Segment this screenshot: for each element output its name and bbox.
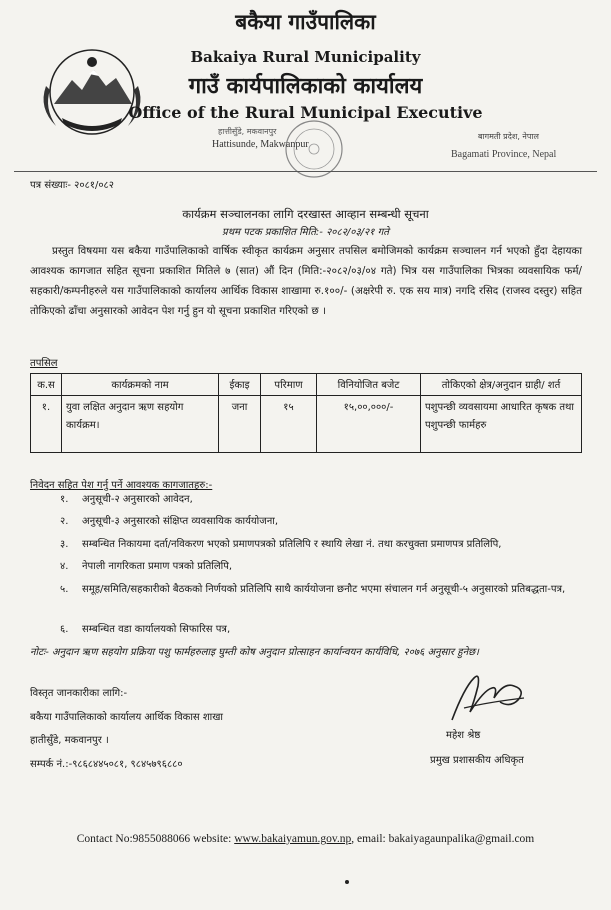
list-item-text: अनुसूची-३ अनुसारको संक्षिप्त व्यवसायिक कार्ययोजना,: [82, 516, 279, 527]
letter-number: पत्र संख्याः- २०८१/०८२: [30, 180, 114, 191]
contact-heading: विस्तृत जानकारीका लागि:-: [30, 688, 128, 699]
list-item-number: ६.: [60, 624, 69, 635]
notice-body: प्रस्तुत विषयमा यस बकैया गाउँपालिकाको वार्षिक स्वीकृत कार्यक्रम अनुसार तपसिल बमोजिमको कार्यक्रम सञ्चालन गर्न भएको हुँदा देहायका आवश्यक कागजात सहित सूचना प्रकाशित मितिले ७ (सात) औं दिन (मिति:-२०८२/०३/०४ गते) भित्र यस गाउँपालिका भित्रका व्यवसायिक फर्म/सहकारी/कम्पनीहरुले यस गाउँपालिकाको कार्यालय आर्थिक विकास शाखामा रु.१००/- (अक्षरेपी रु. एक सय मात्र) नगदि रसिद (राजस्व दस्तुर) सहित तोकिएको ढाँचा अनुसारको आवेदन पेश गर्नु हुन यो सूचना प्रकाशित गरिएको छ ।: [30, 245, 582, 317]
column-header: ईकाइ: [219, 374, 261, 396]
column-header: कार्यक्रमको नाम: [62, 374, 219, 396]
footer-email: , email: bakaiyagaunpalika@gmail.com: [351, 833, 535, 845]
table-cell: १५,००,०००/-: [317, 396, 421, 453]
address-english: Hattisunde, Makwanpur: [212, 139, 309, 150]
column-header: क.स: [31, 374, 62, 396]
contact-phone: सम्पर्क नं.:-९८६८४४५०८१, ९८४५७९६८८०: [30, 759, 183, 770]
column-header: परिमाण: [261, 374, 317, 396]
signature: [444, 668, 534, 732]
list-item-text: नेपाली नागरिकता प्रमाण पत्रको प्रतिलिपि,: [82, 561, 233, 572]
website-link[interactable]: www.bakaiyamun.gov.np: [234, 833, 352, 845]
table-cell: युवा लक्षित अनुदान ऋण सहयोग कार्यक्रम।: [62, 396, 219, 453]
notice-title: कार्यक्रम सञ्चालनका लागि दरखास्त आव्हान सम्बन्धी सूचना: [182, 207, 429, 221]
list-item-text: अनुसूची-२ अनुसारको आवेदन,: [82, 494, 193, 505]
office-name-english: Office of the Rural Municipal Executive: [128, 103, 483, 122]
list-item-number: १.: [60, 494, 69, 505]
note-text: नोटः- अनुदान ऋण सहयोग प्रक्रिया पशु फार्महरुलाइ घुम्ती कोष अनुदान प्रोत्साहन कार्यान्वयन कार्यविधि, २०७६ अनुसार हुनेछ।: [30, 647, 479, 658]
table-header-row: [31, 374, 582, 396]
list-item: [60, 535, 582, 555]
documents-heading: निवेदन सहित पेश गर्नु पर्ने आवश्यक कागजातहरु:-: [30, 480, 213, 491]
list-item-text: सम्बन्धित निकायमा दर्ता/नविकरण भएको प्रमाणपत्रको प्रतिलिपि र स्थायि लेखा नं. तथा करचुक्ता प्रमाणपत्र प्रतिलिपि,: [82, 539, 502, 550]
footer-contact-label: Contact No:9855088066 website:: [76, 833, 235, 845]
program-table: [30, 373, 582, 453]
signatory-name: महेश श्रेष्ठ: [446, 730, 481, 741]
address-nepali: हात्तीसुँडे, मकवानपुर: [218, 127, 277, 136]
signatory-designation: प्रमुख प्रशासकीय अधिकृत: [430, 755, 524, 766]
column-header: विनियोजित बजेट: [317, 374, 421, 396]
list-item-number: ५.: [60, 584, 69, 595]
office-stamp: [283, 118, 345, 184]
notice-subtitle: प्रथम पटक प्रकाशित मिति:- २०८२/०३/२१ गते: [222, 227, 389, 238]
list-item: [60, 512, 582, 532]
province-nepali: बागमती प्रदेश, नेपाल: [478, 132, 539, 141]
office-name-nepali: गाउँ कार्यपालिकाको कार्यालय: [188, 74, 423, 99]
list-item-number: ३.: [60, 539, 69, 550]
municipality-name-english: Bakaiya Rural Municipality: [190, 48, 421, 66]
list-item: [60, 490, 582, 510]
list-item: [60, 557, 582, 577]
list-item-number: २.: [60, 516, 69, 527]
contact-address: हातीसुँडे, मकवानपुर ।: [30, 735, 109, 746]
header-divider: [14, 171, 597, 172]
list-item-number: ४.: [60, 561, 69, 572]
list-item: [60, 580, 582, 600]
page-mark: [345, 880, 349, 884]
contact-office: बकैया गाउँपालिकाको कार्यालय आर्थिक विकास शाखा: [30, 712, 224, 723]
list-item-text: सम्बन्धित वडा कार्यालयको सिफारिस पत्र,: [82, 624, 231, 635]
municipality-name-nepali: बकैया गाउँपालिका: [235, 10, 376, 34]
province-english: Bagamati Province, Nepal: [451, 149, 557, 160]
tapsil-label: तपसिल: [30, 358, 58, 369]
list-item: [60, 620, 582, 640]
table-cell: १५: [261, 396, 317, 453]
table-row: [31, 396, 582, 453]
table-cell: पशुपन्छी व्यवसायमा आधारित कृषक तथा पशुपन्छी फार्महरु: [421, 396, 582, 453]
table-cell: जना: [219, 396, 261, 453]
column-header: तोकिएको क्षेत्र/अनुदान ग्राही/ शर्त: [421, 374, 582, 396]
list-item-text: समूह/समिति/सहकारीको बैठकको निर्णयको प्रतिलिपि साथै कार्ययोजना छनौट भएमा संचालन गर्न अनुसूची-५ अनुसारको प्रतिबद्धता-पत्र,: [82, 584, 566, 595]
table-cell: १.: [31, 396, 62, 453]
footer-contact: [0, 833, 611, 845]
